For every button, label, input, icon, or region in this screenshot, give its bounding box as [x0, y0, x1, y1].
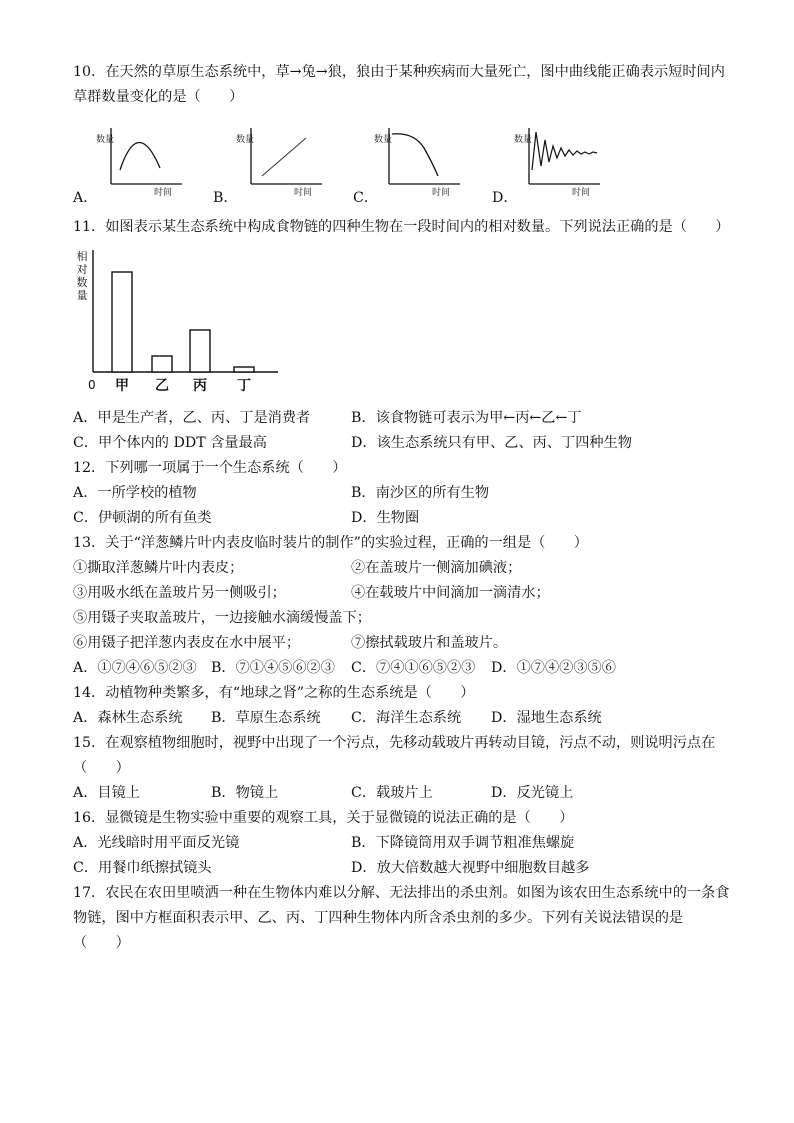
q14-option-b: B．草原生态系统	[211, 710, 321, 726]
graph-ylabel: 数量	[96, 135, 115, 145]
q11-bar-chart	[73, 248, 283, 398]
q17-stem-line3: （ ）	[73, 935, 130, 951]
bar-1	[112, 272, 132, 372]
q17-stem-line2: 物链，图中方框面积表示甲、乙、丙、丁四种生物体内所含杀虫剂的多少。下列有关说法错误的是	[73, 910, 684, 926]
q15-stem-line2: （ ）	[73, 760, 130, 776]
q13-step-1: ①撕取洋葱鳞片叶内表皮；	[73, 560, 244, 576]
bar-4	[234, 367, 254, 372]
curve-rise-fall	[120, 142, 160, 170]
q11-option-d: D．该生态系统只有甲、乙、丙、丁四种生物	[351, 435, 632, 451]
graph-ylabel: 数量	[236, 135, 255, 145]
q15-stem-line1: 15．在观察植物细胞时，视野中出现了一个污点，先移动载玻片再转动目镜，污点不动，则说明污点在	[73, 735, 716, 751]
q16-option-a: A．光线暗时用平面反光镜	[73, 835, 240, 851]
ylabel-char: 量	[76, 289, 88, 302]
q14-option-c: C．海洋生态系统	[351, 710, 462, 726]
q16-option-c: C．用餐巾纸擦拭镜头	[73, 860, 212, 876]
q12-option-d: D．生物圈	[351, 510, 420, 526]
graph-xlabel: 时间	[154, 188, 173, 196]
curve-linear-rise	[262, 138, 306, 176]
q13-step-7: ⑦擦拭载玻片和盖玻片。	[351, 635, 508, 651]
graph-ylabel: 数量	[374, 135, 393, 145]
category-label-2: 乙	[155, 378, 169, 394]
q14-stem: 14．动植物种类繁多，有“地球之肾”之称的生态系统是（ ）	[73, 685, 475, 701]
q10-option-a-label: A．	[73, 190, 98, 206]
graph-xlabel: 时间	[294, 188, 313, 196]
category-label-3: 丙	[193, 378, 207, 394]
q16-option-b: B．下降镜筒用双手调节粗准焦螺旋	[351, 835, 575, 851]
q13-step-3: ③用吸水纸在盖玻片另一侧吸引；	[73, 585, 286, 601]
q10-graph-a	[96, 124, 186, 200]
q13-step-5: ⑤用镊子夹取盖玻片，一边接触水滴缓慢盖下；	[73, 610, 371, 626]
q13-option-b: B．⑦①④⑤⑥②③	[211, 660, 335, 676]
bar-3	[190, 330, 210, 372]
q15-option-a: A．目镜上	[73, 785, 140, 801]
q10-stem-line1: 10．在天然的草原生态系统中，草→兔→狼，狼由于某种疾病而大量死亡，图中曲线能正确表示短时间内	[73, 64, 725, 80]
q14-option-d: D．湿地生态系统	[491, 710, 602, 726]
q12-option-a: A．一所学校的植物	[73, 485, 197, 501]
ylabel-char: 对	[76, 263, 88, 276]
q11-option-b: B．该食物链可表示为甲←丙←乙←丁	[351, 410, 582, 426]
category-label-1: 甲	[115, 378, 129, 394]
q15-option-c: C．载玻片上	[351, 785, 433, 801]
q15-option-d: D．反光镜上	[491, 785, 574, 801]
q13-step-6: ⑥用镊子把洋葱内表皮在水中展平；	[73, 635, 301, 651]
q17-stem-line1: 17．农民在农田里喷洒一种在生物体内难以分解、无法排出的杀虫剂。如图为该农田生态系统中的一条食	[73, 885, 730, 901]
q14-option-a: A．森林生态系统	[73, 710, 183, 726]
category-label-4: 丁	[237, 378, 251, 394]
q13-option-c: C．⑦④①⑥⑤②③	[351, 660, 476, 676]
q13-option-a: A．①⑦④⑥⑤②③	[73, 660, 197, 676]
q10-option-c-label: C．	[353, 190, 379, 206]
q13-option-d: D．①⑦④②③⑤⑥	[491, 660, 616, 676]
graph-ylabel: 数量	[514, 135, 533, 145]
q10-option-b-label: B．	[213, 190, 238, 206]
q11-option-a: A．甲是生产者，乙、丙、丁是消费者	[73, 410, 311, 426]
graph-xlabel: 时间	[572, 188, 591, 196]
q10-graph-b	[236, 124, 326, 200]
q16-option-d: D．放大倍数越大视野中细胞数目越多	[351, 860, 590, 876]
q16-stem: 16．显微镜是生物实验中重要的观察工具，关于显微镜的说法正确的是（ ）	[73, 810, 574, 826]
ylabel-char: 相	[76, 250, 88, 263]
q13-step-2: ②在盖玻片一侧滴加碘液；	[351, 560, 522, 576]
bar-2	[152, 356, 172, 372]
q12-stem: 12．下列哪一项属于一个生态系统（ ）	[73, 460, 347, 476]
q12-option-b: B．南沙区的所有生物	[351, 485, 490, 501]
curve-decline	[392, 134, 438, 176]
q10-option-d-label: D．	[492, 190, 518, 206]
q11-stem: 11．如图表示某生态系统中构成食物链的四种生物在一段时间内的相对数量。下列说法正确的是（ ）	[73, 219, 730, 235]
q11-option-c: C．甲个体内的 DDT 含量最高	[73, 435, 267, 451]
q10-graph-c	[374, 124, 464, 200]
q15-option-b: B．物镜上	[211, 785, 279, 801]
q13-stem: 13．关于“洋葱鳞片叶内表皮临时装片的制作”的实验过程，正确的一组是（ ）	[73, 535, 588, 551]
curve-oscillation	[532, 132, 597, 170]
ylabel-char: 数	[76, 276, 88, 289]
q13-step-4: ④在载玻片中间滴加一滴清水；	[351, 585, 550, 601]
origin-label: 0	[88, 378, 96, 392]
q10-stem-line2: 草群数量变化的是（ ）	[73, 89, 244, 105]
q10-graph-d	[514, 124, 604, 200]
graph-xlabel: 时间	[432, 188, 451, 196]
q12-option-c: C．伊顿湖的所有鱼类	[73, 510, 212, 526]
chart-ylabel	[77, 249, 88, 302]
